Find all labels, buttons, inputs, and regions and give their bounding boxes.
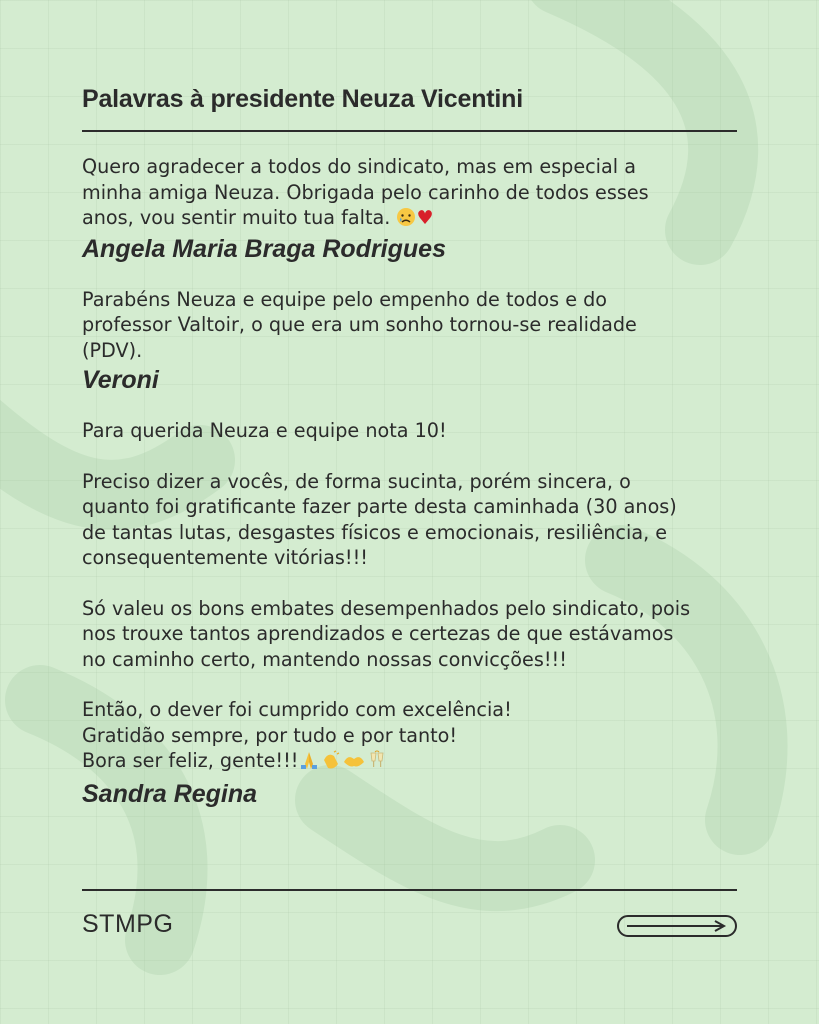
folded-hands-icon [298, 750, 320, 770]
messages-list [82, 154, 737, 810]
clapping-hands-icon [320, 750, 342, 770]
message-text: Parabéns Neuza e equipe pelo empenho de todos e do professor Valtoir, o que era um sonho tornou-se realidade (PDV). [82, 287, 637, 362]
message-text [82, 154, 737, 232]
heart-hands-icon [342, 750, 366, 770]
title-divider [82, 130, 737, 132]
brand-logo-text: STMPG [82, 910, 174, 938]
author-signature: Angela Maria Braga Rodrigues [82, 234, 446, 263]
red-heart-icon: ♥ [416, 207, 434, 229]
message-text-body: Quero agradecer a todos do sindicato, mas em especial a minha amiga Neuza. Obrigada pelo carinho de todos esses anos, vou sentir muito tua falta. [82, 155, 649, 229]
author-signature: Sandra Regina [82, 779, 258, 808]
page-title: Palavras à presidente Neuza Vicentini [82, 85, 523, 113]
next-arrow-button[interactable] [617, 915, 737, 937]
message-sandra [82, 418, 737, 810]
message-paragraph: Preciso dizer a vocês, de forma sucinta, porém sincera, o quanto foi gratificante fazer parte desta caminhada (30 anos) de tantas lutas, desgastes físicos e emocionais, resiliência, e consequentemente vitórias!!! [82, 469, 677, 569]
author-signature: Veroni [82, 366, 159, 394]
crying-face-icon [396, 207, 416, 227]
footer-divider [82, 889, 737, 891]
right-arrow-icon [627, 920, 727, 932]
message-paragraph [82, 697, 737, 777]
message-veroni [82, 287, 737, 397]
message-paragraph: Só valeu os bons embates desempenhados pelo sindicato, pois nos trouxe tantos aprendizados e certezas de que estávamos no caminho certo, mantendo nossas convicções!!! [82, 596, 691, 671]
message-card [82, 82, 737, 810]
message-paragraph: Para querida Neuza e equipe nota 10! [82, 419, 447, 442]
message-paragraph-body: Então, o dever foi cumprido com excelência! Gratidão sempre, por tudo e por tanto! Bora ser feliz, gente!!! [82, 698, 512, 772]
clinking-glasses-icon [366, 750, 388, 770]
emoji-row [298, 750, 388, 777]
message-angela [82, 154, 737, 265]
